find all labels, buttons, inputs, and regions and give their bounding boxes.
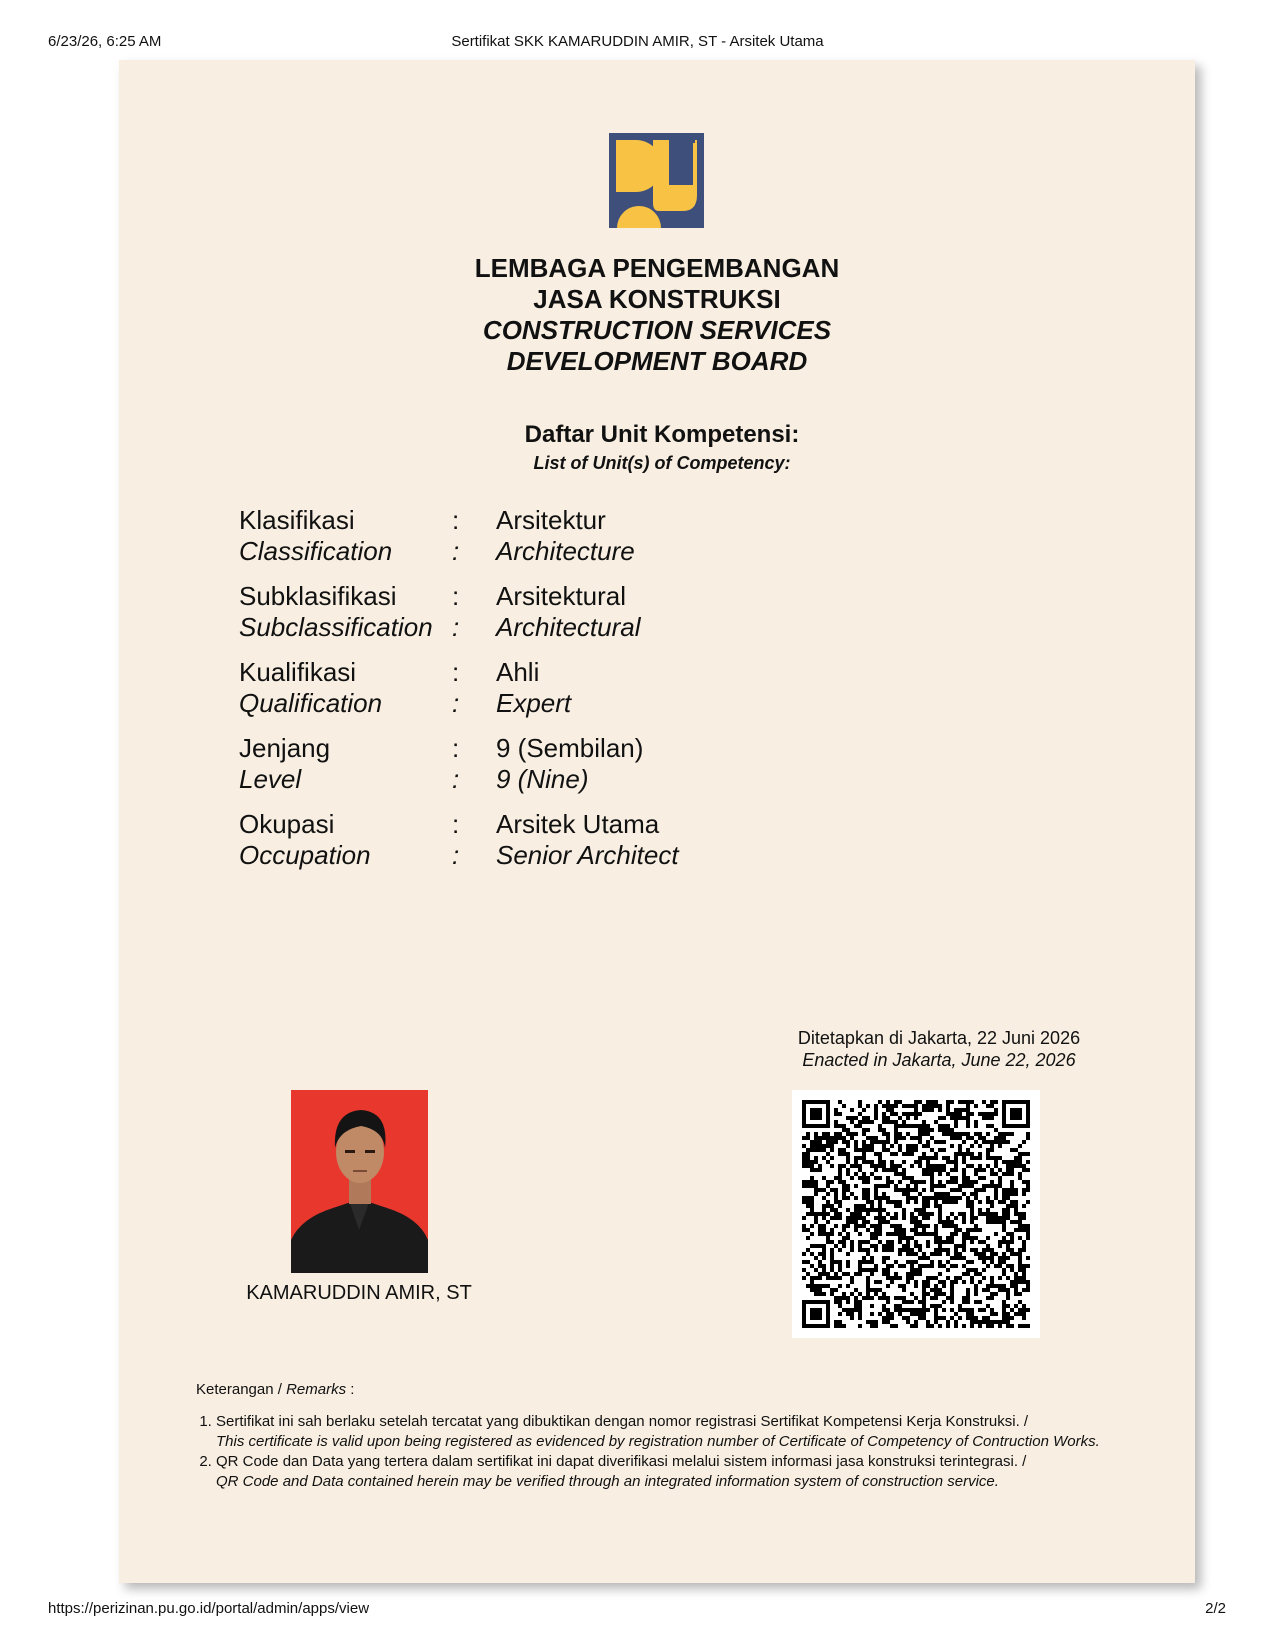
field-label-en: Classification [239, 536, 393, 566]
competency-fields [239, 505, 859, 885]
field-separator: : [452, 688, 460, 718]
qr-finder-pattern [1002, 1100, 1030, 1128]
field-label: Klasifikasi [239, 505, 355, 535]
competency-section-title [399, 420, 925, 476]
field-label: Subklasifikasi [239, 581, 397, 611]
print-document-title: Sertifikat SKK KAMARUDDIN AMIR, ST - Arsitek Utama [451, 33, 824, 50]
enacted-text-en: Enacted in Jakarta, June 22, 2026 [802, 1050, 1076, 1070]
field-label: Jenjang [239, 733, 331, 763]
field-qualification [239, 657, 859, 733]
field-label-en: Subclassification [239, 612, 433, 642]
print-page-number: 2/2 [1205, 1600, 1226, 1617]
institution-name-line-1: LEMBAGA PENGEMBANGAN [474, 253, 840, 283]
field-label-en: Occupation [239, 840, 371, 870]
enacted-text: Ditetapkan di Jakarta, 22 Juni 2026 [797, 1028, 1081, 1048]
enactment-statement [759, 1027, 1119, 1071]
field-value-en: 9 (Nine) [496, 764, 589, 794]
remarks-section [196, 1380, 1156, 1492]
field-value: Arsitek Utama [496, 809, 660, 839]
field-label-en: Qualification [239, 688, 383, 718]
field-separator: : [452, 657, 460, 687]
remark-text-en: This certificate is valid upon being registered as evidenced by registration number of Certificate of Competency of Contruction Works. [216, 1433, 1100, 1450]
field-separator: : [452, 764, 460, 794]
remarks-label-en: Remarks [286, 1381, 347, 1398]
list-item [216, 1412, 1156, 1452]
remarks-list [196, 1412, 1156, 1492]
field-level [239, 733, 859, 809]
section-title-en: List of Unit(s) of Competency: [533, 453, 791, 473]
remark-text: QR Code dan Data yang tertera dalam sertifikat ini dapat diverifikasi melalui sistem informasi jasa konstruksi terintegrasi. / [216, 1453, 1027, 1470]
field-subclassification [239, 581, 859, 657]
field-label: Okupasi [239, 809, 335, 839]
field-classification [239, 505, 859, 581]
field-value-en: Expert [496, 688, 572, 718]
field-separator: : [452, 733, 460, 763]
print-datetime: 6/23/26, 6:25 AM [48, 33, 162, 50]
field-separator: : [452, 581, 460, 611]
verification-qr-code [792, 1090, 1040, 1338]
holder-photo [291, 1090, 428, 1273]
certificate-page [119, 60, 1195, 1583]
field-separator: : [452, 840, 460, 870]
field-separator: : [452, 809, 460, 839]
field-value-en: Architecture [496, 536, 635, 566]
field-separator: : [452, 612, 460, 642]
field-value: Ahli [496, 657, 540, 687]
institution-title [119, 253, 1195, 377]
field-value: Arsitektur [496, 505, 606, 535]
field-separator: : [452, 536, 460, 566]
remarks-label: Keterangan / Remarks : [196, 1381, 355, 1398]
field-separator: : [452, 505, 460, 535]
field-label-en: Level [239, 764, 302, 794]
pu-logo-icon [609, 133, 704, 228]
field-value-en: Architectural [496, 612, 641, 642]
print-url: https://perizinan.pu.go.id/portal/admin/apps/view [48, 1600, 370, 1617]
field-occupation [239, 809, 859, 885]
section-title: Daftar Unit Kompetensi: [524, 421, 800, 448]
remark-text: Sertifikat ini sah berlaku setelah tercatat yang dibuktikan dengan nomor registrasi Sertifikat Kompetensi Kerja Konstruksi. / [216, 1413, 1029, 1430]
field-value: Arsitektural [496, 581, 627, 611]
field-label: Kualifikasi [239, 657, 357, 687]
institution-name-line-2: JASA KONSTRUKSI [533, 284, 781, 314]
qr-finder-pattern [802, 1300, 830, 1328]
field-value: 9 (Sembilan) [496, 733, 644, 763]
institution-name-en-line-2: DEVELOPMENT BOARD [506, 346, 808, 376]
list-item [216, 1452, 1156, 1492]
person-portrait-icon [291, 1090, 428, 1273]
remark-text-en: QR Code and Data contained herein may be verified through an integrated information system of construction service. [216, 1473, 999, 1490]
field-value-en: Senior Architect [496, 840, 679, 870]
institution-name-en-line-1: CONSTRUCTION SERVICES [482, 315, 832, 345]
qr-code-icon [802, 1100, 1030, 1328]
qr-finder-pattern [802, 1100, 830, 1128]
holder-name: KAMARUDDIN AMIR, ST [246, 1282, 472, 1304]
